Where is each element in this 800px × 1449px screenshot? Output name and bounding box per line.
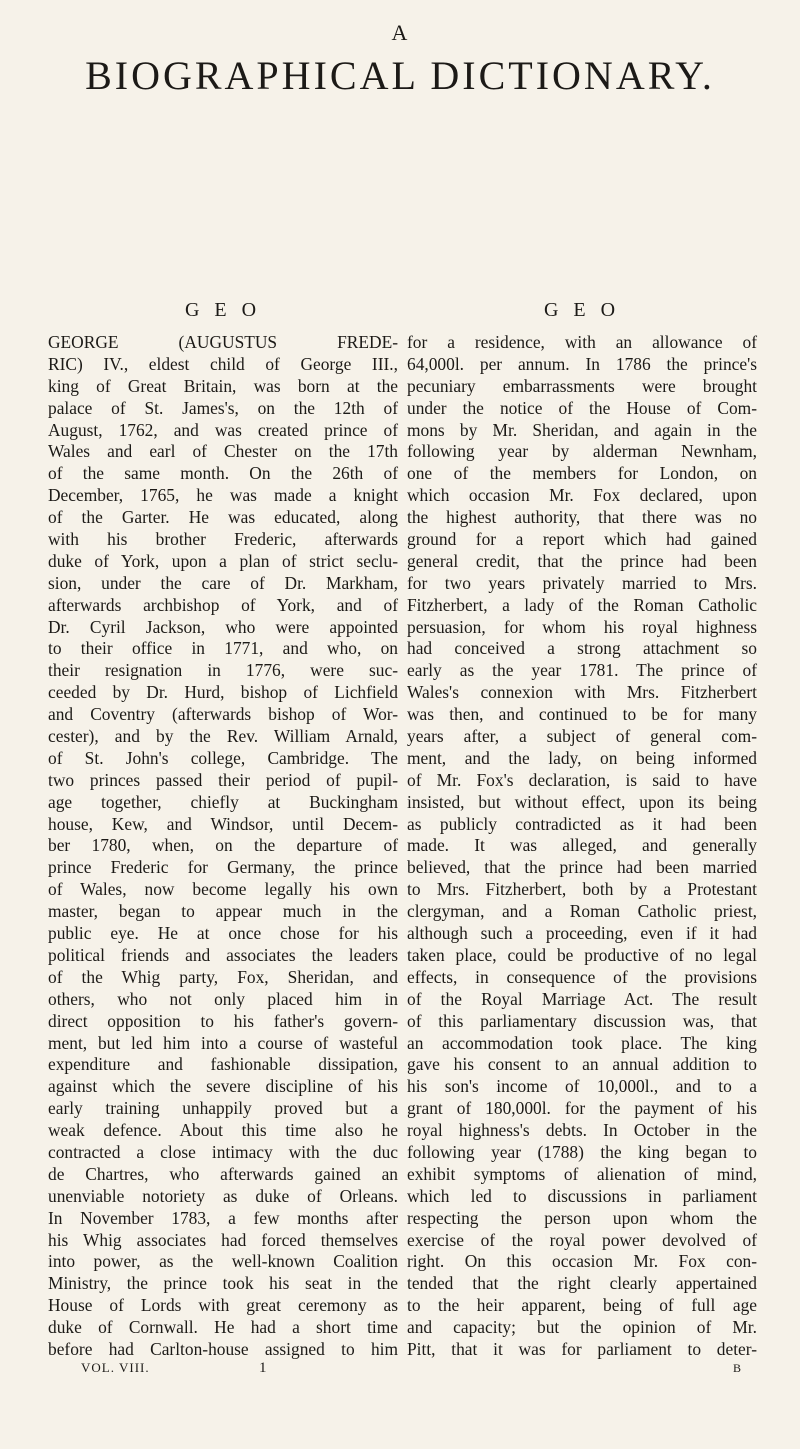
text-line: for a residence, with an allowance of [407,332,757,352]
text-line: cester), and by the Rev. William Arnald, [48,726,398,747]
text-line: tended that the right clearly appertained [407,1273,757,1294]
text-line: age together, chiefly at Buckingham [48,791,398,812]
text-line: direct opposition to his father's govern- [48,1010,398,1031]
text-line: House of Lords with great ceremony as [48,1295,398,1316]
text-line: RIC) IV., eldest child of George III., [48,353,398,374]
text-line: Wales's connexion with Mrs. Fitzherbert [407,682,757,703]
page-title: BIOGRAPHICAL DICTIONARY. [85,53,715,98]
text-line: had conceived a strong attachment so [407,638,757,659]
text-line: palace of St. James's, on the 12th of [48,397,398,418]
text-line: ber 1780, when, on the departure of [48,835,398,856]
text-line: following year by alderman Newnham, [407,441,757,462]
text-line: of St. John's college, Cambridge. The [48,747,398,768]
text-line: others, who not only placed him in [48,988,398,1009]
text-line: Wales and earl of Chester on the 17th [48,441,398,462]
text-line: before had Carlton-house assigned to him [48,1338,398,1359]
text-line: August, 1762, and was created prince of [48,419,398,440]
signature-mark-right: B [733,1361,743,1375]
text-line: of the Garter. He was educated, along [48,507,398,528]
text-line: Dr. Cyril Jackson, who were appointed [48,616,398,637]
text-line: two princes passed their period of pupil- [48,769,398,790]
right-column-text [407,332,757,1361]
text-line: made. It was alleged, and generally [407,835,757,856]
text-line: public eye. He at once chose for his [48,923,398,944]
text-line: Fitzherbert, a lady of the Roman Catholic [407,594,757,615]
text-line: clergyman, and a Roman Catholic priest, [407,901,757,922]
signature-mark: 1 [259,1360,268,1376]
text-line: house, Kew, and Windsor, until Decem- [48,813,398,834]
text-line: political friends and associates the leaders [48,944,398,965]
text-line: under the notice of the House of Com- [407,397,757,418]
text-line: which led to discussions in parliament [407,1185,757,1206]
text-line: for two years privately married to Mrs. [407,572,757,593]
text-line: exercise of the royal power devolved of [407,1229,757,1250]
text-line: to the heir apparent, being of full age [407,1295,757,1316]
right-column [407,297,757,1361]
text-line: effects, in consequence of the provisions [407,966,757,987]
text-line: unenviable notoriety as duke of Orleans. [48,1185,398,1206]
text-line: exhibit symptoms of alienation of mind, [407,1163,757,1184]
text-line: to their office in 1771, and who, on [48,638,398,659]
text-line: 64,000l. per annum. In 1786 the prince's [407,353,757,374]
text-line: de Chartres, who afterwards gained an [48,1163,398,1184]
volume-label: VOL. VIII. [81,1360,150,1375]
text-line: general credit, that the prince had been [407,550,757,571]
text-line: and Coventry (afterwards bishop of Wor- [48,704,398,725]
text-line: an accommodation took place. The king [407,1032,757,1053]
text-line: years after, a subject of general com- [407,726,757,747]
text-line: sion, under the care of Dr. Markham, [48,572,398,593]
text-line: of the same month. On the 26th of [48,463,398,484]
section-letter: A [391,20,409,45]
text-line: mons by Mr. Sheridan, and again in the [407,419,757,440]
text-line: of the Whig party, Fox, Sheridan, and [48,966,398,987]
text-line: duke of York, upon a plan of strict seclu- [48,550,398,571]
text-line: king of Great Britain, was born at the [48,375,398,396]
text-line: pecuniary embarrassments were brought [407,375,757,396]
left-column-text [48,332,398,1361]
text-line: with his brother Frederic, afterwards [48,529,398,550]
text-line: was then, and continued to be for many [407,704,757,725]
text-line: believed, that the prince had been married [407,857,757,878]
text-line: to Mrs. Fitzherbert, both by a Protestant [407,879,757,900]
text-line: one of the members for London, on [407,463,757,484]
text-line: and capacity; but the opinion of Mr. [407,1317,757,1338]
text-line: their resignation in 1776, were suc- [48,660,398,681]
text-line: the highest authority, that there was no [407,507,757,528]
text-line: although such a proceeding, even if it had [407,923,757,944]
text-line: of the Royal Marriage Act. The result [407,988,757,1009]
text-line: afterwards archbishop of York, and of [48,594,398,615]
text-line: ground for a report which had gained [407,529,757,550]
text-line: early training unhappily proved but a [48,1098,398,1119]
text-line: of Mr. Fox's declaration, is said to have [407,769,757,790]
text-line: ment, and the lady, on being informed [407,747,757,768]
text-line: contracted a close intimacy with the duc [48,1141,398,1162]
text-line: respecting the person upon whom the [407,1207,757,1228]
text-line: In November 1783, a few months after [48,1207,398,1228]
text-line: duke of Cornwall. He had a short time [48,1317,398,1338]
text-line: taken place, could be productive of no legal [407,944,757,965]
text-line: of this parliamentary discussion was, that [407,1010,757,1031]
text-line: into power, as the well-known Coalition [48,1251,398,1272]
text-line: which occasion Mr. Fox declared, upon [407,485,757,506]
text-line: against which the severe discipline of his [48,1076,398,1097]
text-line: right. On this occasion Mr. Fox con- [407,1251,757,1272]
text-line: his Whig associates had forced themselves [48,1229,398,1250]
text-line: of Wales, now become legally his own [48,879,398,900]
text-line: Ministry, the prince took his seat in the [48,1273,398,1294]
text-line: persuasion, for whom his royal highness [407,616,757,637]
text-line: royal highness's debts. In October in the [407,1120,757,1141]
text-line: Pitt, that it was for parliament to deter- [407,1338,757,1359]
text-line: insisted, but without effect, upon its being [407,791,757,812]
text-line: following year (1788) the king began to [407,1141,757,1162]
text-line: weak defence. About this time also he [48,1120,398,1141]
text-line: as publicly contradicted as it had been [407,813,757,834]
text-line: ment, but led him into a course of wasteful [48,1032,398,1053]
text-line: prince Frederic for Germany, the prince [48,857,398,878]
left-running-head: G E O [184,299,262,321]
text-line: ceeded by Dr. Hurd, bishop of Lichfield [48,682,398,703]
text-line: expenditure and fashionable dissipation, [48,1054,398,1075]
text-line: December, 1765, he was made a knight [48,485,398,506]
text-line: GEORGE (AUGUSTUS FREDE- [48,332,398,352]
text-line: his son's income of 10,000l., and to a [407,1076,757,1097]
text-line: early as the year 1781. The prince of [407,660,757,681]
left-column [48,297,398,1361]
text-line: grant of 180,000l. for the payment of his [407,1098,757,1119]
text-line: master, began to appear much in the [48,901,398,922]
right-running-head: G E O [543,299,621,321]
text-line: gave his consent to an annual addition to [407,1054,757,1075]
